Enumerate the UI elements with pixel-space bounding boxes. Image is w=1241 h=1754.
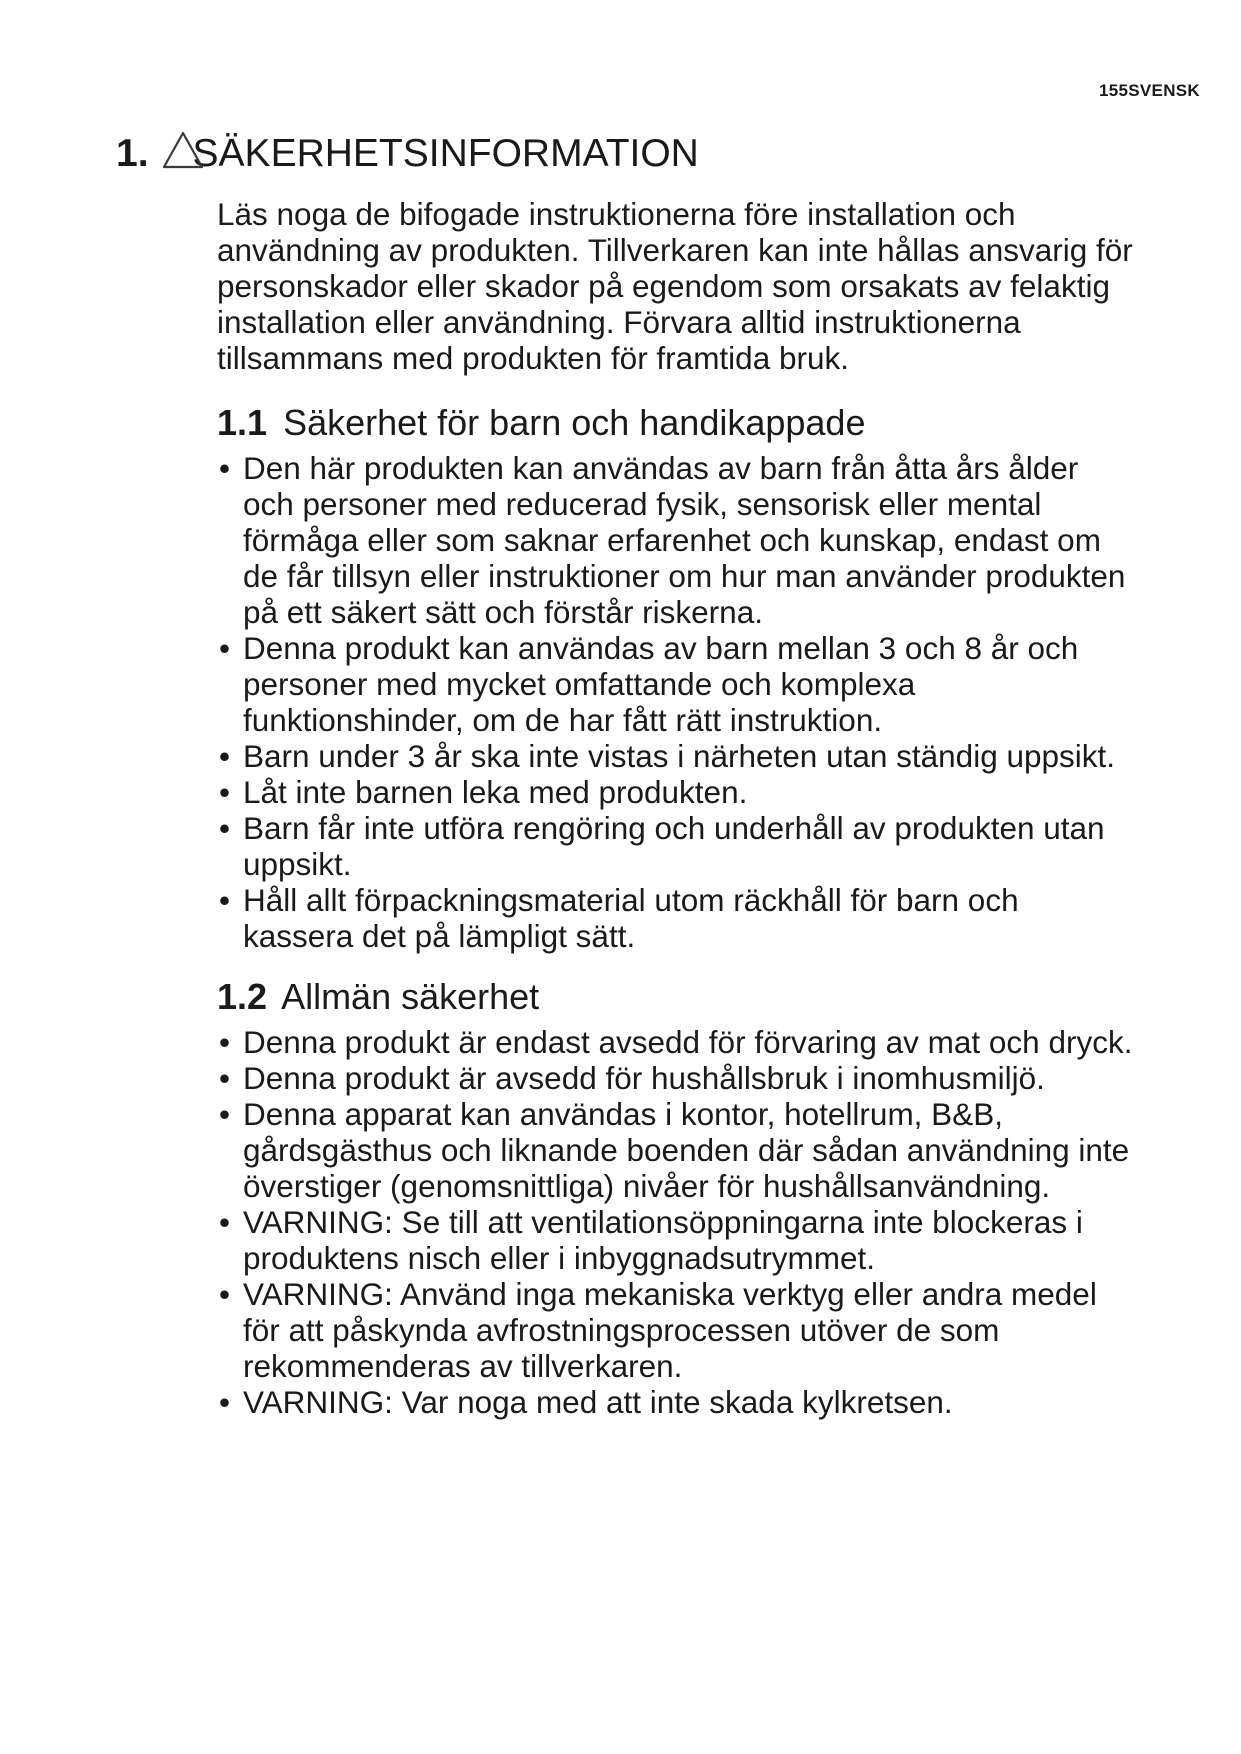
- list-item: • VARNING: Var noga med att inte skada kylkretsen.: [217, 1384, 1137, 1420]
- subsection-number: 1.2: [217, 976, 268, 1017]
- list-item: • Denna produkt är endast avsedd för förvaring av mat och dryck.: [217, 1024, 1137, 1060]
- page-header-label: 155SVENSK: [1099, 81, 1200, 100]
- subsection-heading: [217, 402, 1137, 444]
- document-body: [217, 196, 1137, 1420]
- list-item: • Barn får inte utföra rengöring och underhåll av produkten utan uppsikt.: [217, 810, 1137, 882]
- subsection-title: Säkerhet för barn och handikappade: [283, 402, 866, 443]
- list-item: • VARNING: Använd inga mekaniska verktyg eller andra medel för att påskynda avfrostningsprocessen utöver de som rekommenderas av tillverkaren.: [217, 1276, 1137, 1384]
- bullet-list: [217, 1024, 1137, 1420]
- subsection-general-safety: [217, 976, 1137, 1420]
- list-item: • Låt inte barnen leka med produkten.: [217, 774, 1137, 810]
- intro-paragraph: Läs noga de bifogade instruktionerna före installation och användning av produkten. Tillverkaren kan inte hållas ansvarig för personskador eller skador på egendom som orsakats av felaktig installation eller användning. Förvara alltid instruktionerna tillsammans med produkten för framtida bruk.: [217, 196, 1133, 376]
- subsection-child-safety: [217, 402, 1137, 954]
- list-item: • Denna produkt är avsedd för hushållsbruk i inomhusmiljö.: [217, 1060, 1137, 1096]
- list-item: • Håll allt förpackningsmaterial utom räckhåll för barn och kassera det på lämpligt sätt.: [217, 882, 1137, 954]
- list-item: • Denna produkt kan användas av barn mellan 3 och 8 år och personer med mycket omfattande och komplexa funktionshinder, om de har fått rätt instruktion.: [217, 630, 1137, 738]
- section-title: [116, 131, 699, 177]
- list-item: • VARNING: Se till att ventilationsöppningarna inte blockeras i produktens nisch eller i inbyggnadsutrymmet.: [217, 1204, 1137, 1276]
- subsection-number: 1.1: [217, 402, 268, 443]
- section-number: 1.: [116, 132, 149, 175]
- subsection-title: Allmän säkerhet: [281, 976, 540, 1017]
- warning-triangle-icon: [161, 130, 205, 170]
- list-item: • Barn under 3 år ska inte vistas i närheten utan ständig uppsikt.: [217, 738, 1137, 774]
- bullet-list: [217, 450, 1137, 954]
- list-item: • Denna apparat kan användas i kontor, hotellrum, B&B, gårdsgästhus och liknande boenden där sådan användning inte överstiger (genomsnittliga) nivåer för hushållsanvändning.: [217, 1096, 1137, 1204]
- list-item: • Den här produkten kan användas av barn från åtta års ålder och personer med reducerad fysik, sensorisk eller mental förmåga eller som saknar erfarenhet och kunskap, endast om de får tillsyn eller instruktioner om hur man använder produkten på ett säkert sätt och förstår riskerna.: [217, 450, 1137, 630]
- subsection-heading: [217, 976, 1137, 1018]
- section-heading: SÄKERHETSINFORMATION: [192, 132, 699, 175]
